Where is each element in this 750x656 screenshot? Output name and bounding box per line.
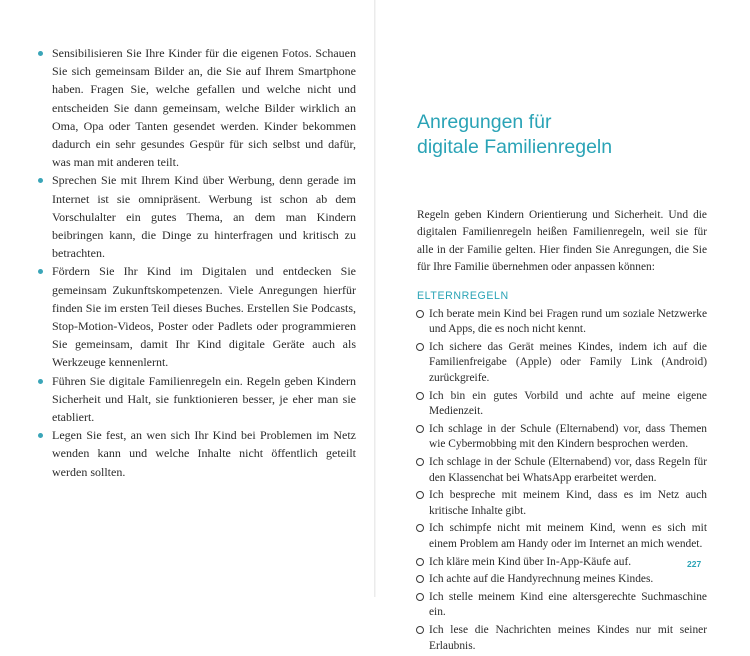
list-item xyxy=(38,171,356,262)
checklist-item xyxy=(417,572,707,588)
checkbox-circle-icon xyxy=(416,343,424,351)
checklist-item xyxy=(417,422,707,453)
checklist-item-text: Ich schlage in der Schule (Elternabend) vor, dass Themen wie Cybermobbing mit den Kindern besprochen werden. xyxy=(429,422,707,451)
checkbox-circle-icon xyxy=(416,458,424,466)
checklist-item xyxy=(417,521,707,552)
checklist-item xyxy=(417,340,707,387)
list-item-text: Fördern Sie Ihr Kind im Digitalen und entdecken Sie gemeinsam Zukunftskompetenzen. Viele Anregungen hierfür finden Sie im ersten Teil dieses Buches. Erstellen Sie Podcasts, Stop-Motion-Videos, Poster oder Padlets oder programmieren Sie gemeinsam, damit Ihr Kind digitale Geräte auch als Werkzeuge kennenlernt. xyxy=(52,264,356,370)
heading-line-2: digitale Familienregeln xyxy=(417,136,613,158)
list-item xyxy=(38,44,356,171)
elternregeln-label: ELTERNREGELN xyxy=(417,289,509,302)
checklist-item-text: Ich bin ein gutes Vorbild und achte auf meine eigene Medienzeit. xyxy=(429,389,707,418)
section-heading xyxy=(417,110,707,160)
bullet-dot-icon xyxy=(38,269,43,274)
checklist-item-text: Ich schlage in der Schule (Elternabend) vor, dass Regeln für den Klassenchat bei WhatsApp erarbeitet werden. xyxy=(429,455,707,484)
checklist-item-text: Ich schimpfe nicht mit meinem Kind, wenn es sich mit einem Problem am Handy oder im Internet an mich wendet. xyxy=(429,522,707,550)
heading-line-1: Anregungen für xyxy=(417,111,552,133)
checklist-item-text: Ich sichere das Gerät meines Kindes, indem ich auf die Familienfreigabe (Apple) oder Family Link (Android) zurückgreife. xyxy=(429,340,707,384)
checklist-item xyxy=(417,307,707,338)
checklist-item xyxy=(417,555,707,571)
checklist-item xyxy=(417,389,707,420)
checkbox-circle-icon xyxy=(416,310,424,318)
bullet-dot-icon xyxy=(38,379,43,384)
checkbox-circle-icon xyxy=(416,491,424,499)
checklist-item-text: Ich kläre mein Kind über In-App-Käufe auf. xyxy=(429,555,632,568)
checklist-item-text: Ich achte auf die Handyrechnung meines Kindes. xyxy=(429,573,654,586)
checkbox-circle-icon xyxy=(416,524,424,532)
book-gutter xyxy=(374,0,376,597)
checkbox-circle-icon xyxy=(416,392,424,400)
bullet-dot-icon xyxy=(38,433,43,438)
list-item-text: Legen Sie fest, an wen sich Ihr Kind bei Problemen im Netz wenden kann und welche Inhalte nicht öffentlich geteilt werden sollten. xyxy=(52,428,356,479)
checkbox-circle-icon xyxy=(416,575,424,583)
page-number: 227 xyxy=(687,559,702,569)
list-item-text: Sensibilisieren Sie Ihre Kinder für die eigenen Fotos. Schauen Sie sich gemeinsam Bilder an, die Sie auf Ihrem Smartphone haben. Fragen Sie, welche gefallen und welche nicht und entscheiden Sie dann gemeinsam, welche Bilder wirklich an Oma, Opa oder Tanten gesendet werden. Kinder bekommen dadurch ein sehr gesundes Gespür für sich selbst und dafür, was man mit anderen teilt. xyxy=(52,46,356,170)
checkbox-circle-icon xyxy=(416,425,424,433)
list-item-text: Führen Sie digitale Familienregeln ein. Regeln geben Kindern Sicherheit und Halt, sie funktionieren besser, je eher man sie etabliert. xyxy=(52,373,356,425)
checklist-item xyxy=(417,488,707,519)
checklist-item xyxy=(417,590,707,621)
checkbox-circle-icon xyxy=(416,558,424,566)
rules-checklist xyxy=(417,307,707,654)
checklist-item-text: Ich bespreche mit meinem Kind, dass es im Netz auch kritische Inhalte gibt. xyxy=(429,489,707,517)
list-item xyxy=(38,426,356,481)
tips-list xyxy=(38,44,356,481)
bullet-dot-icon xyxy=(38,51,43,56)
left-page xyxy=(38,44,356,481)
list-item xyxy=(38,262,356,371)
intro-paragraph: Regeln geben Kindern Orientierung und Sicherheit. Und die digitalen Familienregeln heißen Familienregeln, weil sie für alle in der Familie gelten. Hier finden Sie Anregungen, die Sie für Ihre Familie übernehmen oder anpassen können: xyxy=(417,209,707,274)
right-page xyxy=(417,110,707,656)
list-item xyxy=(38,372,356,427)
checkbox-circle-icon xyxy=(416,626,424,634)
list-item-text: Sprechen Sie mit Ihrem Kind über Werbung, denn gerade im Internet ist sie omnipräsent. Werbung ist schon ab dem Vorschulalter ein gutes Thema, an dem man Kindern beibringen kann, die Dinge zu hinterfragen und kritisch zu betrachten. xyxy=(52,173,356,261)
checklist-item xyxy=(417,623,707,654)
bullet-dot-icon xyxy=(38,178,43,183)
checklist-item-text: Ich stelle meinem Kind eine altersgerechte Suchmaschine ein. xyxy=(429,590,707,619)
checklist-item-text: Ich berate mein Kind bei Fragen rund um soziale Netzwerke und Apps, die es noch nicht kennt. xyxy=(429,307,707,336)
checklist-item xyxy=(417,455,707,486)
checklist-item-text: Ich lese die Nachrichten meines Kindes nur mit seiner Erlaubnis. xyxy=(429,623,707,652)
